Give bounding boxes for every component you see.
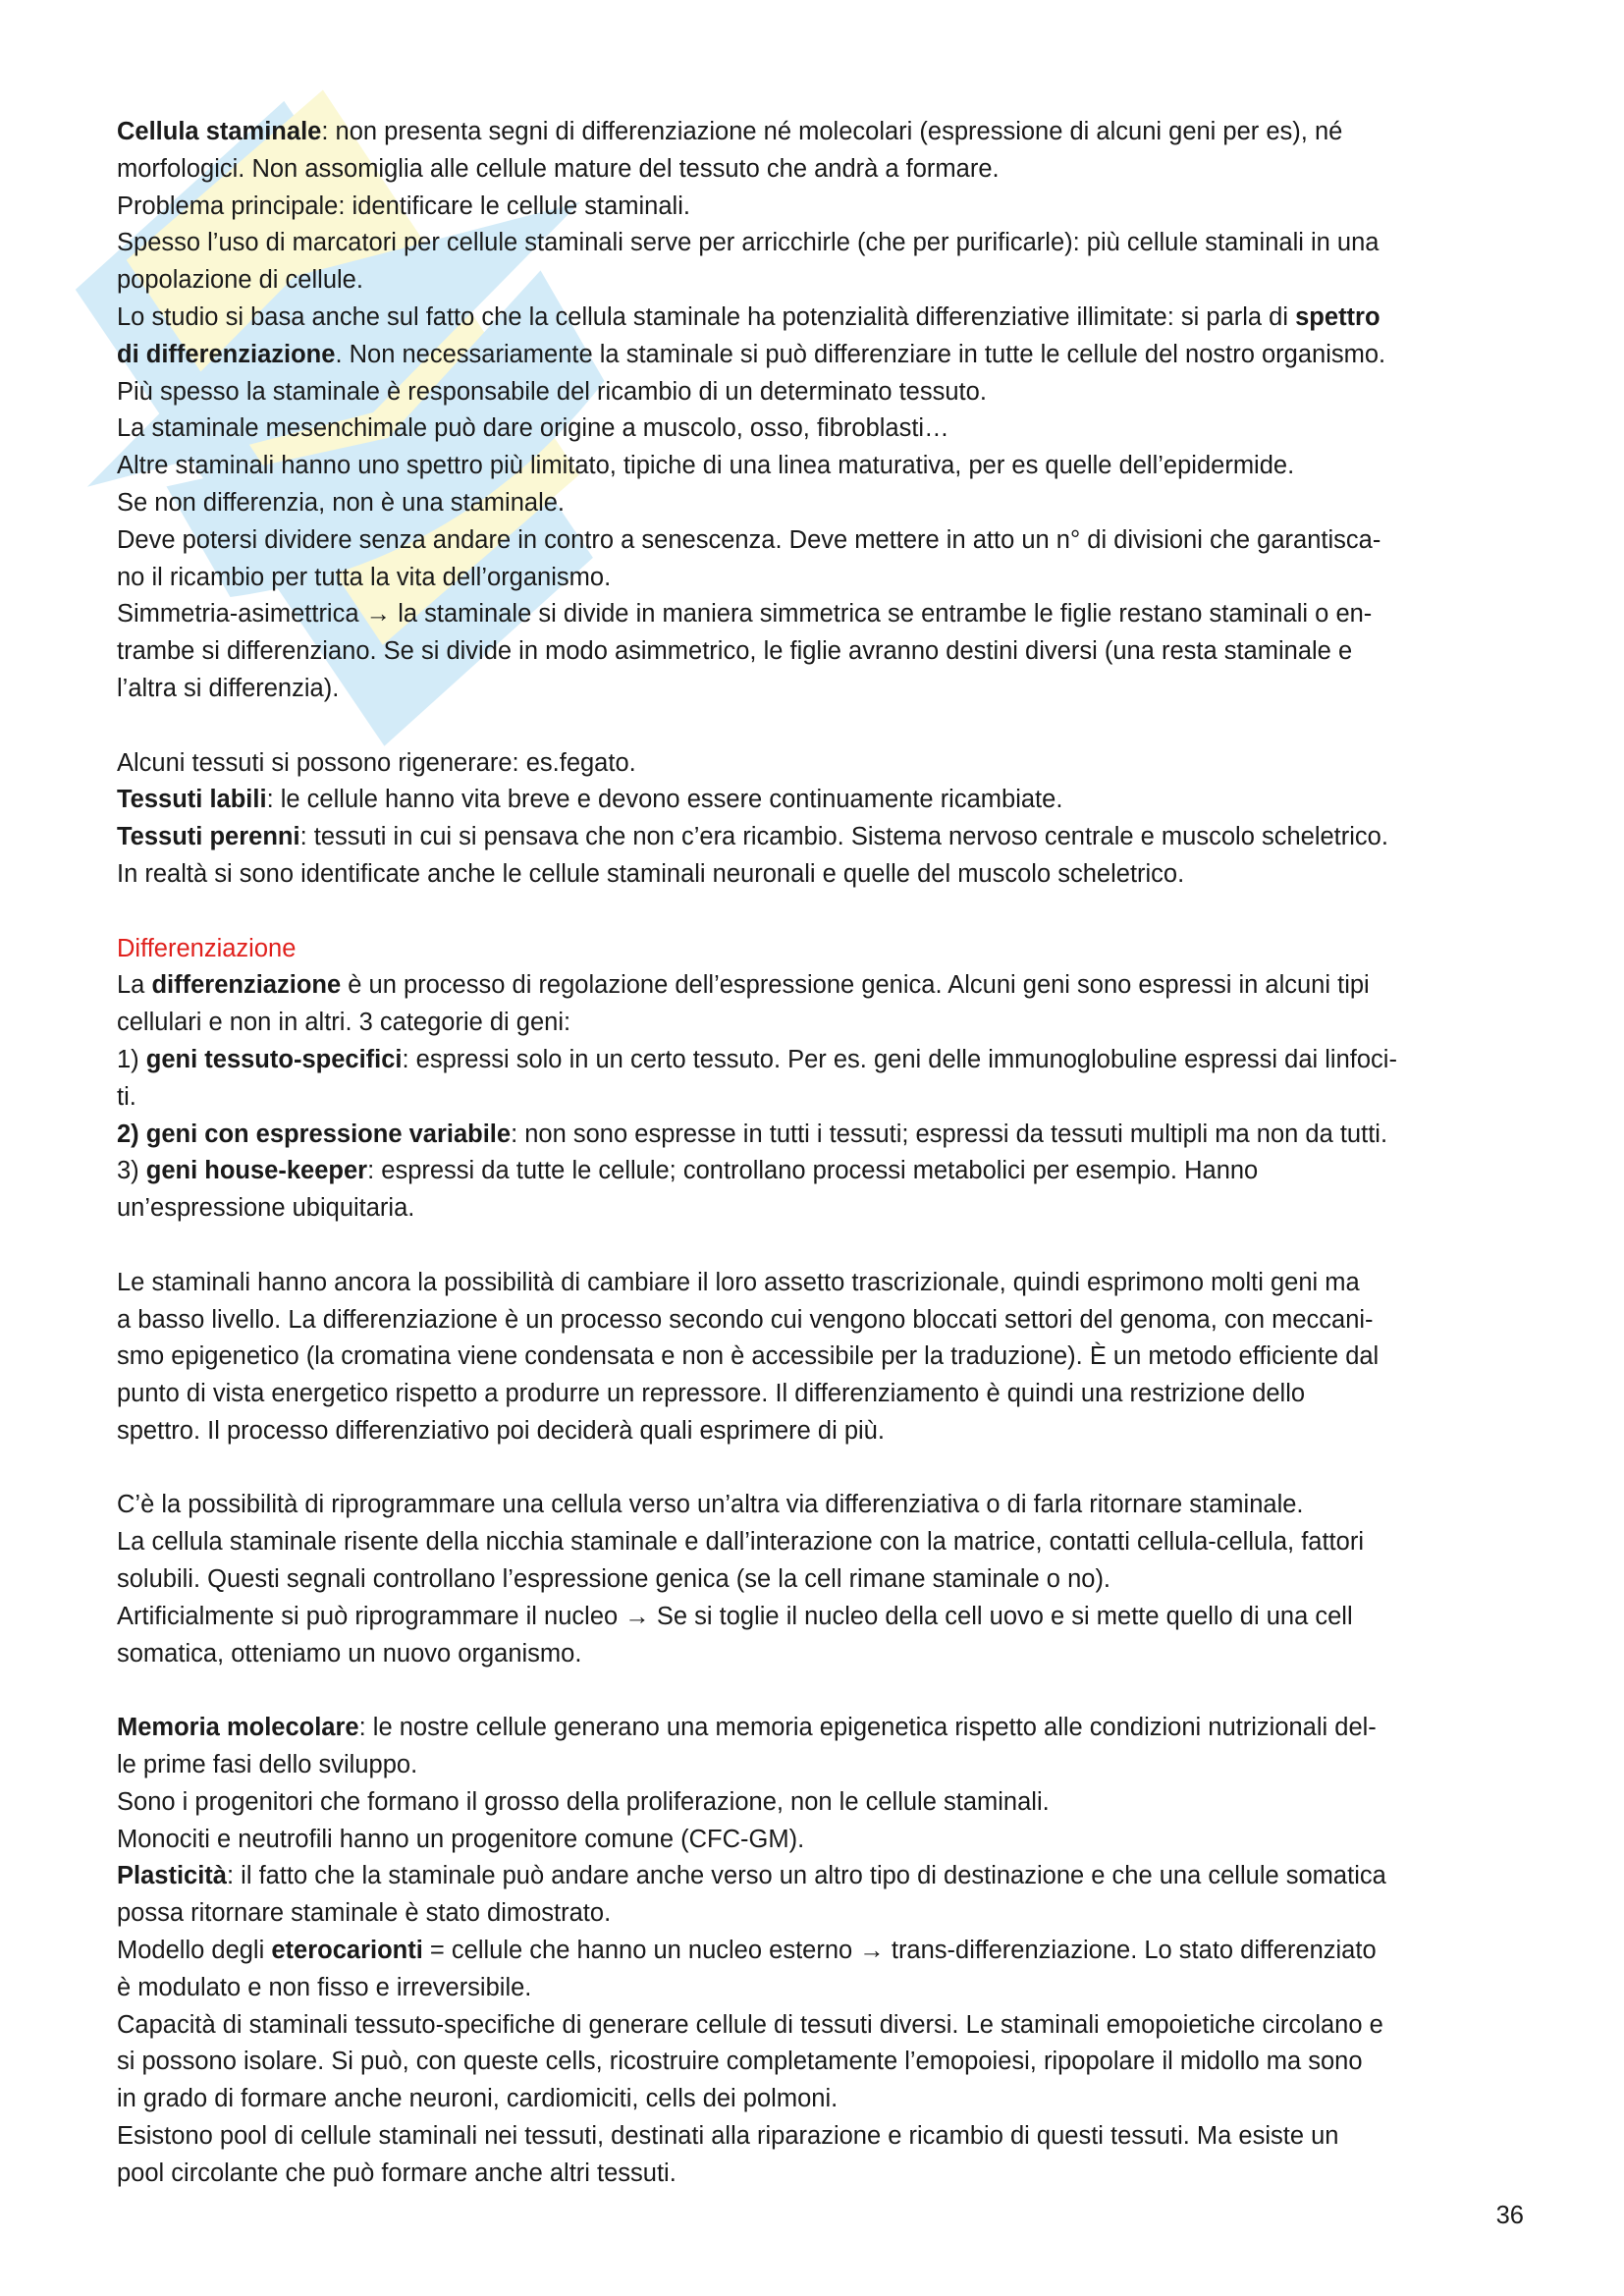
text-line: si possono isolare. Si può, con queste cells, ricostruire completamente l’emopoiesi, ripopolare il midollo ma sono <box>117 2048 1363 2076</box>
paragraph-spacer <box>117 1228 1511 1265</box>
paragraph-spacer <box>117 708 1511 745</box>
text-line: Spesso l’uso di marcatori per cellule staminali serve per arricchirle (che per purificarle): più cellule staminali in una <box>117 229 1380 257</box>
term-bold: differenziazione <box>151 971 342 1000</box>
text-line: pool circolante che può formare anche altri tessuti. <box>117 2159 677 2187</box>
term-bold: Memoria molecolare <box>117 1714 359 1742</box>
text-line: Plasticità: il fatto che la staminale può andare anche verso un altro tipo di destinazione e che una cellule somatica <box>117 1862 1386 1890</box>
text-line: Alcuni tessuti si possono rigenerare: es.fegato. <box>117 748 636 777</box>
term-bold: 2) geni con espressione variabile <box>117 1120 512 1148</box>
text-line: a basso livello. La differenziazione è un processo secondo cui vengono bloccati settori del genoma, con meccani- <box>117 1305 1374 1334</box>
text-line: 1) geni tessuto-specifici: espressi solo in un certo tessuto. Per es. geni delle immunoglobuline espressi dai linfoci- <box>117 1045 1397 1073</box>
text-line: spettro. Il processo differenziativo poi deciderà quali esprimere di più. <box>117 1416 885 1445</box>
term-bold: spettro <box>1295 302 1380 331</box>
text-line: La cellula staminale risente della nicchia staminale e dall’interazione con la matrice, contatti cellula-cellula, fattori <box>117 1528 1364 1557</box>
text-line: ti. <box>117 1082 136 1111</box>
text-line: La staminale mesenchimale può dare origine a muscolo, osso, fibroblasti… <box>117 414 949 443</box>
text-line: In realtà si sono identificate anche le cellule staminali neuronali e quelle del muscolo scheletrico. <box>117 859 1185 888</box>
text-line: morfologici. Non assomiglia alle cellule mature del tessuto che andrà a formare. <box>117 154 1000 183</box>
text-line: possa ritornare staminale è stato dimostrato. <box>117 1899 612 1928</box>
text-line: Le staminali hanno ancora la possibilità di cambiare il loro assetto trascrizionale, quindi esprimono molti geni ma <box>117 1268 1360 1296</box>
text-line: di differenziazione. Non necessariamente la staminale si può differenziare in tutte le cellule del nostro organismo. <box>117 340 1386 368</box>
text-line: cellulari e non in altri. 3 categorie di geni: <box>117 1009 571 1037</box>
term-bold: Cellula staminale <box>117 118 322 145</box>
term-bold: Tessuti perenni <box>117 823 300 851</box>
text-line: solubili. Questi segnali controllano l’espressione genica (se la cell rimane staminale o no). <box>117 1565 1111 1594</box>
text-line: Se non differenzia, non è una staminale. <box>117 488 566 517</box>
page-number: 36 <box>1495 2202 1524 2229</box>
text-line: somatica, otteniamo un nuovo organismo. <box>117 1639 582 1667</box>
text-line: è modulato e non fisso e irreversibile. <box>117 1973 532 2001</box>
text-line: Esistono pool di cellule staminali nei tessuti, destinati alla riparazione e ricambio di questi tessuti. Ma esiste un <box>117 2122 1339 2151</box>
term-bold: di differenziazione <box>117 340 336 368</box>
term-bold: geni tessuto-specifici <box>145 1045 403 1073</box>
term-bold: Plasticità <box>117 1862 227 1890</box>
section-heading: Differenziazione <box>117 934 297 962</box>
text-line: Simmetria-asimettrica → la staminale si divide in maniera simmetrica se entrambe le figlie restano staminali o en- <box>117 600 1373 629</box>
text-line: un’espressione ubiquitaria. <box>117 1194 415 1223</box>
text-line: le prime fasi dello sviluppo. <box>117 1751 418 1779</box>
text-line: Tessuti labili: le cellule hanno vita breve e devono essere continuamente ricambiate. <box>117 786 1063 814</box>
text-line: Deve potersi dividere senza andare in contro a senescenza. Deve mettere in atto un n° di divisioni che garantisca- <box>117 525 1381 554</box>
paragraph-spacer <box>117 894 1511 931</box>
text-line: Capacità di staminali tessuto-specifiche di generare cellule di tessuti diversi. Le staminali emopoietiche circolano e <box>117 2010 1383 2039</box>
text-line: Più spesso la staminale è responsabile del ricambio di un determinato tessuto. <box>117 377 987 406</box>
text-line: Problema principale: identificare le cellule staminali. <box>117 191 690 220</box>
term-bold: geni house-keeper <box>145 1157 368 1185</box>
text-line: no il ricambio per tutta la vita dell’organismo. <box>117 563 612 591</box>
text-line: punto di vista energetico rispetto a produrre un repressore. Il differenziamento è quindi una restrizione dello <box>117 1380 1306 1408</box>
text-line: Modello degli eterocarionti = cellule che hanno un nucleo esterno → trans-differenziazione. Lo stato differenziato <box>117 1937 1377 1965</box>
text-line: trambe si differenziano. Se si divide in modo asimmetrico, le figlie avranno destini diversi (una resta staminale e <box>117 637 1353 666</box>
text-line: popolazione di cellule. <box>117 266 363 295</box>
text-line: C’è la possibilità di riprogrammare una cellula verso un’altra via differenziativa o di farla ritornare staminale. <box>117 1491 1304 1519</box>
text-line: La differenziazione è un processo di regolazione dell’espressione genica. Alcuni geni sono espressi in alcuni tipi <box>117 971 1370 1000</box>
text-line: Monociti e neutrofili hanno un progenitore comune (CFC-GM). <box>117 1825 805 1853</box>
text-line: Lo studio si basa anche sul fatto che la cellula staminale ha potenzialità differenziative illimitate: si parla di spettro <box>117 302 1380 331</box>
text-line: Sono i progenitori che formano il grosso della proliferazione, non le cellule staminali. <box>117 1787 1050 1816</box>
paragraph-spacer <box>117 1450 1511 1488</box>
document-body <box>117 114 1511 2193</box>
text-line: Cellula staminale: non presenta segni di differenziazione né molecolari (espressione di alcuni geni per es), né <box>117 118 1343 145</box>
text-line: Artificialmente si può riprogrammare il nucleo → Se si toglie il nucleo della cell uovo e si mette quello di una cell <box>117 1602 1353 1630</box>
term-bold: eterocarionti <box>271 1937 423 1965</box>
text-line: Tessuti perenni: tessuti in cui si pensava che non c’era ricambio. Sistema nervoso centrale e muscolo scheletrico. <box>117 823 1388 851</box>
text-line: Memoria molecolare: le nostre cellule generano una memoria epigenetica rispetto alle condizioni nutrizionali del- <box>117 1714 1377 1742</box>
text-line: 2) geni con espressione variabile: non sono espresse in tutti i tessuti; espressi da tessuti multipli ma non da tutti. <box>117 1120 1388 1148</box>
text-line: l’altra si differenzia). <box>117 674 340 702</box>
text-line: in grado di formare anche neuroni, cardiomiciti, cells dei polmoni. <box>117 2085 839 2113</box>
text-line: Altre staminali hanno uno spettro più limitato, tipiche di una linea maturativa, per es quelle dell’epidermide. <box>117 452 1295 480</box>
paragraph-spacer <box>117 1672 1511 1710</box>
text-line: 3) geni house-keeper: espressi da tutte le cellule; controllano processi metabolici per esempio. Hanno <box>117 1157 1259 1185</box>
term-bold: Tessuti labili <box>117 786 267 814</box>
text-line: smo epigenetico (la cromatina viene condensata e non è accessibile per la traduzione). È un metodo efficiente dal <box>117 1342 1380 1371</box>
